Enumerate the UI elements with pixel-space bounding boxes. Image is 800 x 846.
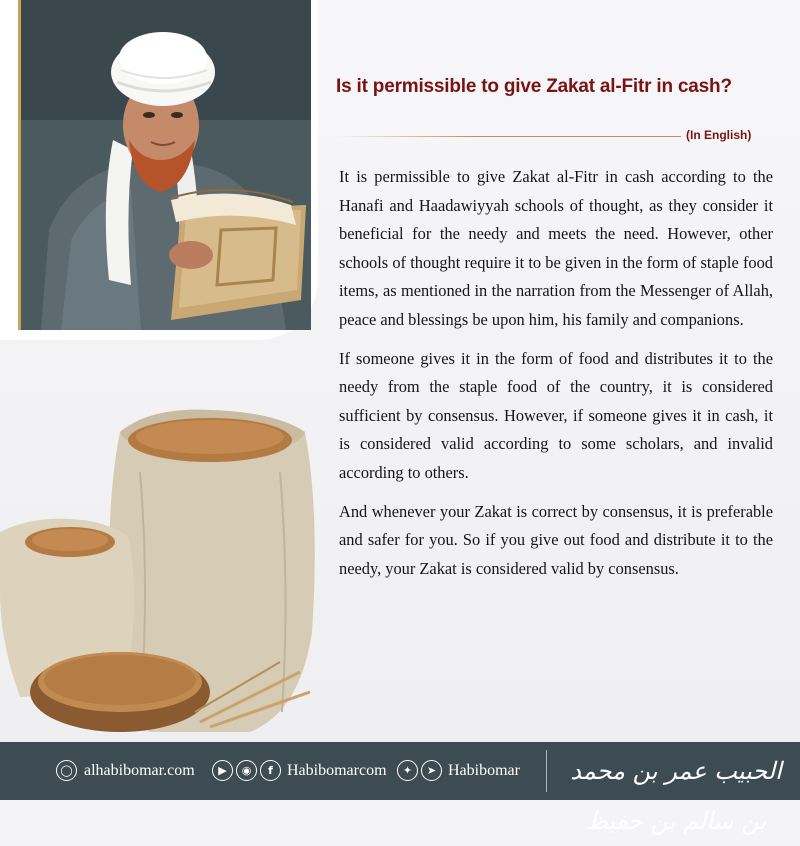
language-label: (In English) <box>686 128 752 142</box>
telegram-icon[interactable]: ➤ <box>421 760 442 781</box>
youtube-icon[interactable]: ▶ <box>212 760 233 781</box>
signature-calligraphy: الحبيب عمر بن محمد بن سالم بن حفيظ <box>570 757 782 835</box>
title-divider <box>336 136 681 137</box>
handle-habibomarcom[interactable]: Habibomarcom <box>287 761 387 779</box>
social-links-1 <box>212 760 387 781</box>
article-body <box>339 163 773 593</box>
social-links-2 <box>397 760 520 781</box>
website-link[interactable] <box>56 760 195 781</box>
paragraph-3: And whenever your Zakat is correct by consensus, it is preferable and safer for you. So if you give out food and distribute it to the needy, your Zakat is considered valid by consensus. <box>339 501 773 578</box>
paragraph-1: It is permissible to give Zakat al-Fitr in cash according to the Hanafi and Haadawiyyah schools of thought, as they consider it beneficial for the needy and meets the need. However, other schools of thought require it to be given in the form of staple food items, as mentioned in the narration from the Messenger of Allah, peace and blessings be upon him, his family and companions. <box>339 167 773 329</box>
handle-habibomar[interactable]: Habibomar <box>448 761 520 779</box>
scholar-portrait-image <box>21 0 311 330</box>
website-text: alhabibomar.com <box>84 761 195 779</box>
facebook-icon[interactable]: f <box>260 760 281 781</box>
footer-divider <box>546 750 547 792</box>
wheat-sacks-illustration <box>0 392 330 742</box>
footer-bar <box>0 742 800 835</box>
wheat-sacks-image <box>0 392 330 742</box>
paragraph-2: If someone gives it in the form of food and distributes it to the needy from the staple food of the country, it is considered sufficient by consensus. However, if someone gives it in cash, it is considered valid according to some scholars, and invalid according to others. <box>339 348 773 482</box>
twitter-icon[interactable]: ✦ <box>397 760 418 781</box>
page-title: Is it permissible to give Zakat al-Fitr in cash? <box>336 76 732 97</box>
scholar-portrait <box>18 0 308 330</box>
globe-icon: ◯ <box>56 760 77 781</box>
instagram-icon[interactable]: ◉ <box>236 760 257 781</box>
